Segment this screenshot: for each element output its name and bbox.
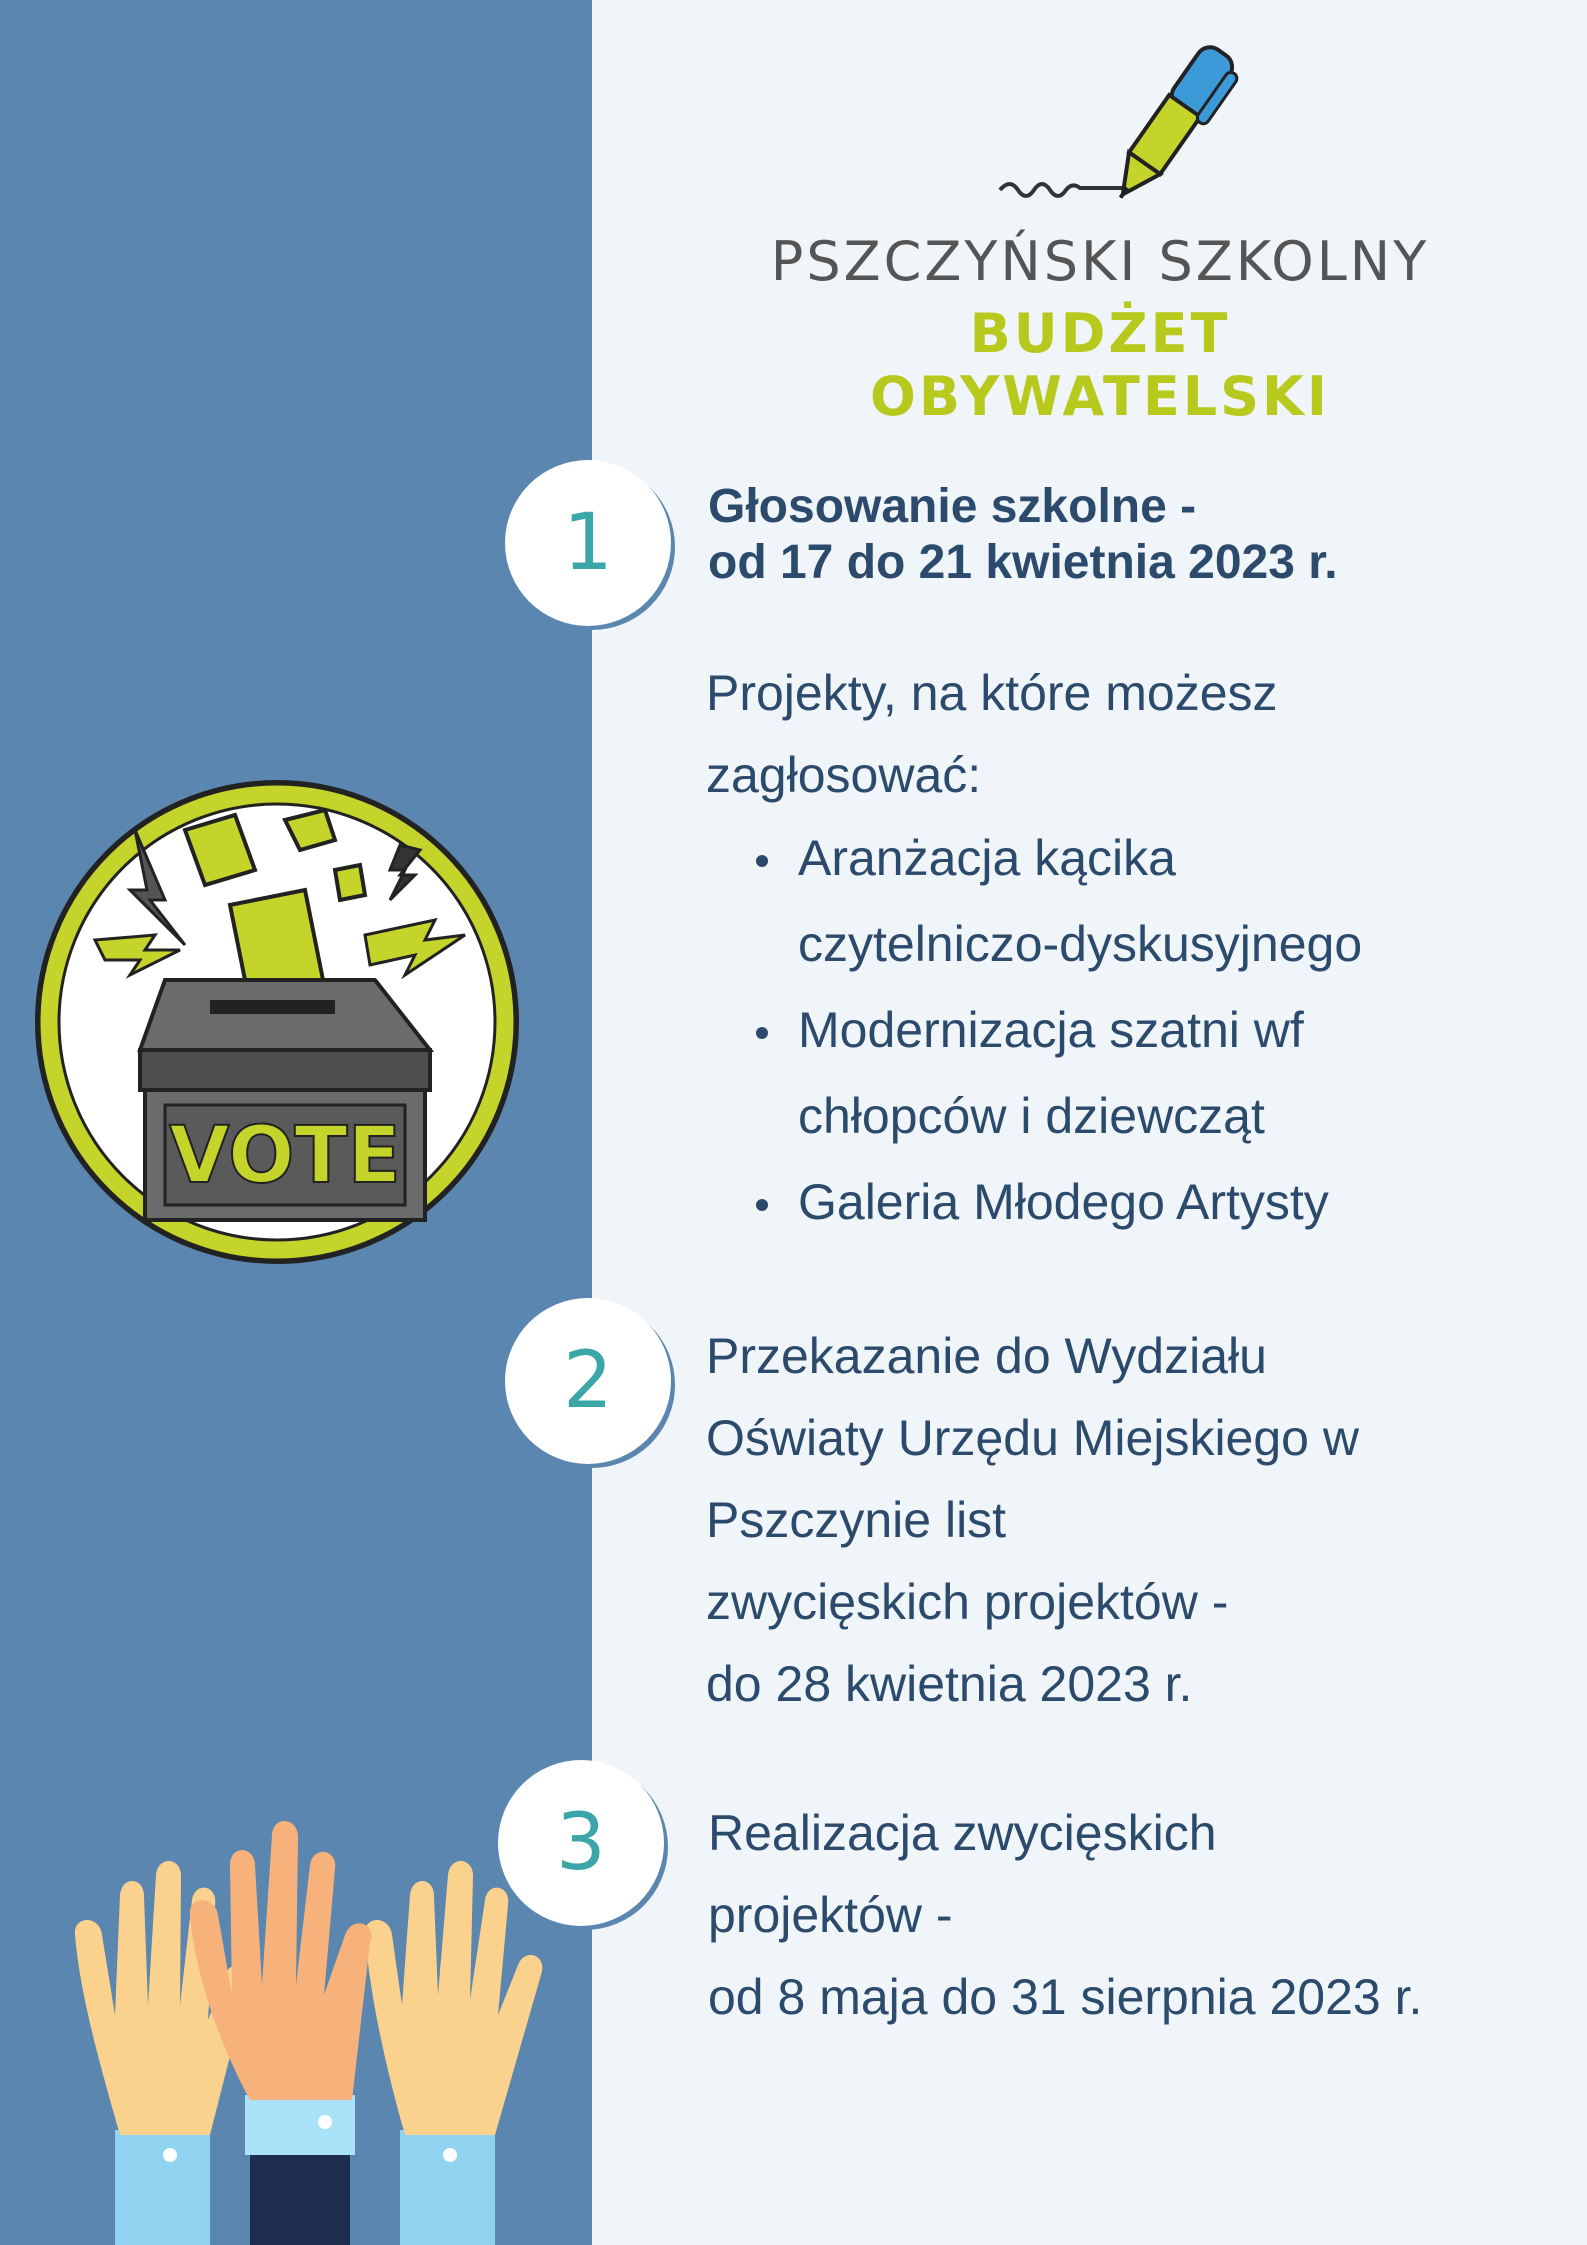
step-2-line5: do 28 kwietnia 2023 r. [706,1656,1193,1712]
logo-line2: BUDŻET OBYWATELSKI [870,302,1330,428]
project-3-line1: Galeria Młodego Artysty [798,1174,1329,1230]
pen-icon [770,40,1430,230]
step-3-line1: Realizacja zwycięskich [708,1805,1217,1861]
step-2-number: 2 [505,1298,671,1464]
step-1-heading-line1: Głosowanie szkolne - [708,480,1197,533]
list-item [710,1159,1570,1245]
logo-line1: PSZCZYŃSKI SZKOLNY [770,230,1430,293]
step-2-line2: Oświaty Urzędu Miejskiego w [706,1410,1359,1466]
step-1-intro-line2: zagłosować: [706,747,982,803]
step-3-line2: projektów - [708,1887,953,1943]
project-1-line2: czytelniczo-dyskusyjnego [798,916,1363,972]
step-3-number: 3 [498,1760,664,1926]
step-2-line1: Przekazanie do Wydziału [706,1328,1267,1384]
step-3-text [708,1792,1578,2038]
step-2-text [706,1315,1576,1725]
project-1-line1: Aranżacja kącika [798,830,1176,886]
step-1-number: 1 [505,460,671,626]
project-2-line2: chłopców i dziewcząt [798,1088,1265,1144]
list-item [710,987,1570,1159]
project-2-line1: Modernizacja szatni wf [798,1002,1304,1058]
list-item [710,815,1570,987]
logo [770,40,1430,428]
step-2-line3: Pszczynie list [706,1492,1007,1548]
step-1-intro [706,652,1566,816]
step-2-line4: zwycięskich projektów - [706,1574,1229,1630]
step-1-heading [708,478,1568,592]
step-3-line3: od 8 maja do 31 sierpnia 2023 r. [708,1969,1423,2025]
vote-label: VOTE [169,1111,401,1201]
ballot-box-icon [15,760,545,1280]
project-list [710,815,1570,1245]
step-1-heading-line2: od 17 do 21 kwietnia 2023 r. [708,536,1338,589]
step-1-intro-line1: Projekty, na które możesz [706,665,1278,721]
